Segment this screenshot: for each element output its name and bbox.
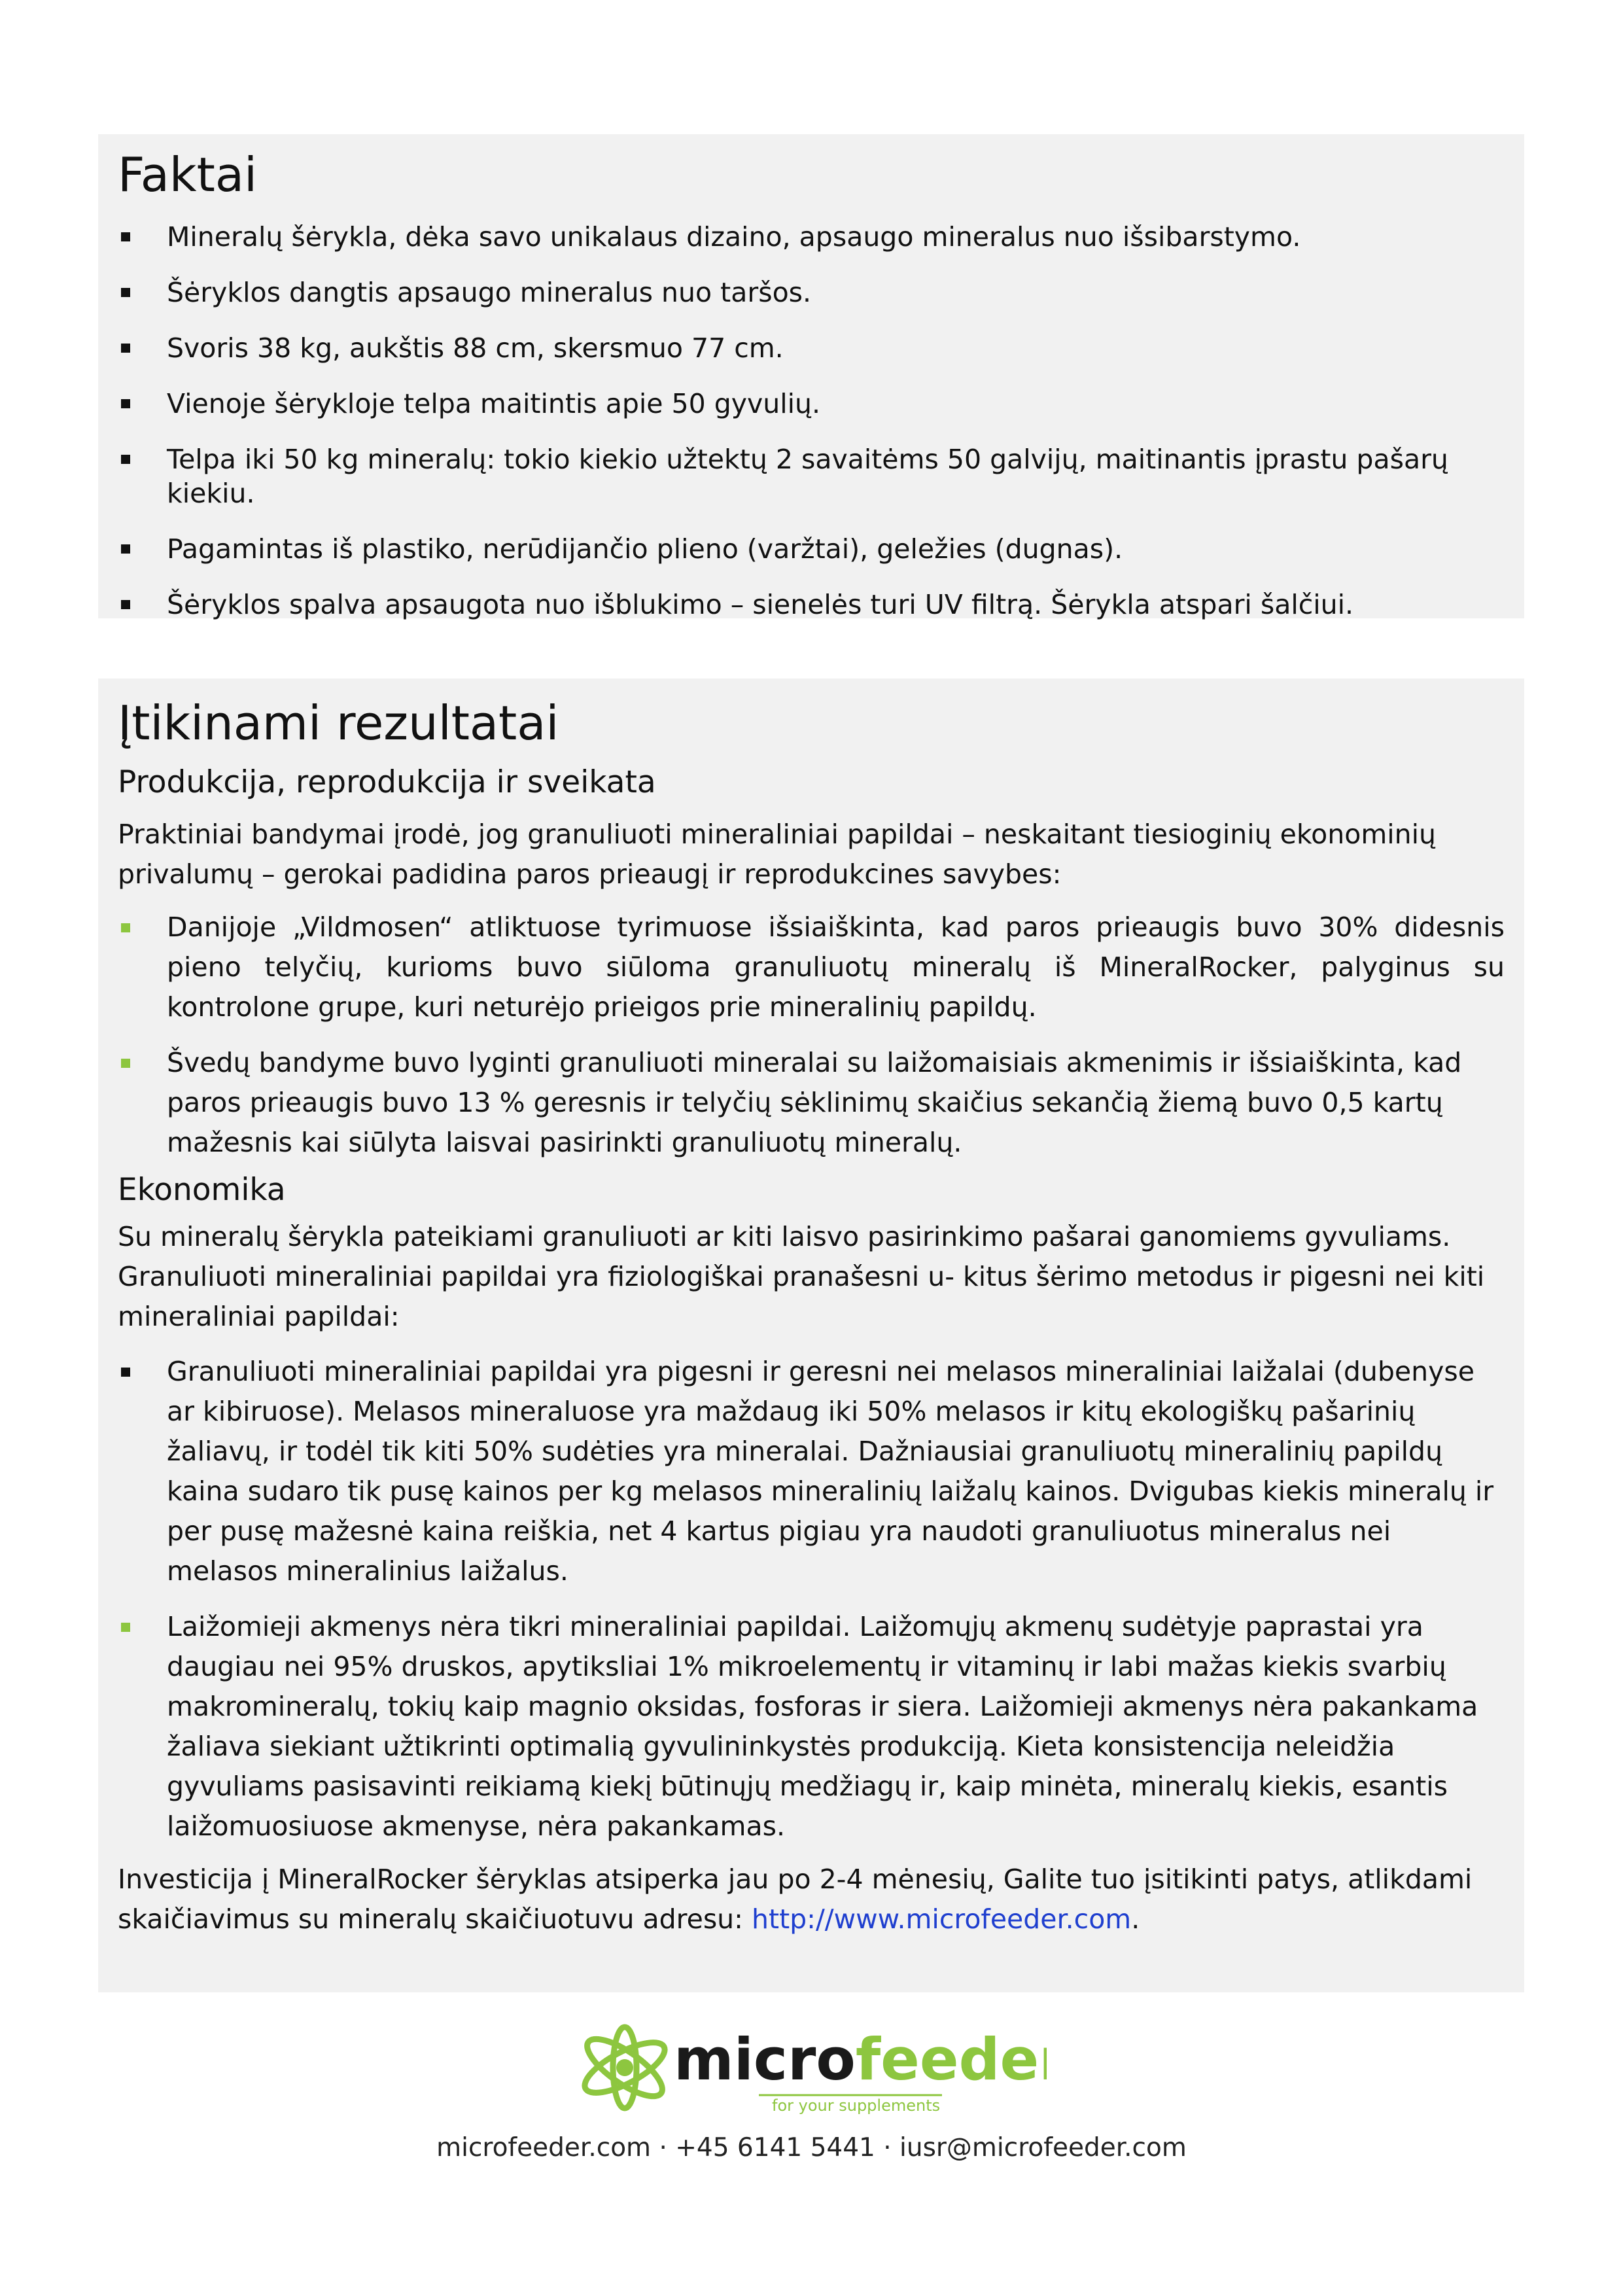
closing-end: . bbox=[1131, 1903, 1140, 1935]
facts-section bbox=[98, 134, 1524, 618]
list-item bbox=[118, 1043, 1505, 1163]
fact-text: Šėryklos dangtis apsaugo mineralus nuo taršos. bbox=[167, 277, 812, 308]
production-item-text: Danijoje „Vildmosen“ atliktuose tyrimuose išsiaiškinta, kad paros prieaugis buvo 30% didesnis pieno telyčių, kurioms buvo siūloma granuliuotų mineralų iš MineralRocker, palyginus su kontrolone grupe, kuri neturėjo prieigos prie mineralinių papildų. bbox=[167, 911, 1505, 1023]
facts-list bbox=[118, 220, 1505, 622]
list-item bbox=[118, 588, 1505, 622]
fact-text: Vienoje šėrykloje telpa maitintis apie 50 gyvulių. bbox=[167, 388, 821, 419]
list-item bbox=[118, 1352, 1505, 1591]
fact-text: Mineralų šėrykla, dėka savo unikalaus dizaino, apsaugo mineralus nuo išsibarstymo. bbox=[167, 221, 1301, 253]
closing-paragraph bbox=[118, 1860, 1505, 1939]
logo-wordmark-end: feeder bbox=[855, 2026, 1047, 2093]
list-item bbox=[118, 1607, 1505, 1846]
microfeeder-logo bbox=[576, 2015, 1047, 2120]
square-bullet-icon bbox=[121, 288, 130, 297]
green-square-bullet-icon bbox=[121, 923, 130, 932]
production-intro: Praktiniai bandymai įrodė, jog granuliuoti mineraliniai papildai – neskaitant tiesioginių ekonominių privalumų – gerokai padidina paros prieaugį ir reprodukcines savybes: bbox=[118, 819, 1437, 891]
logo-wordmark bbox=[674, 2026, 1047, 2093]
website-link[interactable]: http://www.microfeeder.com bbox=[752, 1903, 1132, 1935]
fact-text: Šėryklos spalva apsaugota nuo išblukimo – sienelės turi UV filtrą. Šėrykla atspari šalčiui. bbox=[167, 589, 1354, 620]
economy-heading: Ekonomika bbox=[118, 1172, 286, 1209]
square-bullet-icon bbox=[121, 600, 130, 609]
closing-text: Investicija į MineralRocker šėryklas atsiperka jau po 2-4 mėnesių, Galite tuo įsitikinti patys, atlikdami skaičiavimus su mineralų skaičiuotuvu adresu: bbox=[118, 1863, 1473, 1935]
list-item bbox=[118, 220, 1505, 254]
production-list bbox=[118, 908, 1505, 1163]
results-section bbox=[98, 679, 1524, 1992]
list-item bbox=[118, 532, 1505, 566]
list-item bbox=[118, 442, 1505, 510]
fact-text: Svoris 38 kg, aukštis 88 cm, skersmuo 77 cm. bbox=[167, 332, 784, 364]
green-square-bullet-icon bbox=[121, 1623, 130, 1632]
economy-item-text: Laižomieji akmenys nėra tikri mineraliniai papildai. Laižomųjų akmenų sudėtyje paprastai yra daugiau nei 95% druskos, apytiksliai 1% mikroelementų ir vitaminų ir labi mažas kiekis svarbių makromineralų, tokių kaip magnio oksidas, fosforas ir siera. Laižomieji akmenys nėra pakankama žaliava siekiant užtikrinti optimalią gyvulininkystės produkciją. Kieta konsistencija neleidžia gyvuliams pasisavinti reikiamą kiekį būtinųjų medžiagų ir, kaip minėta, mineralų kiekis, esantis laižomuosiuose akmenyse, nėra pakankamas. bbox=[167, 1610, 1478, 1842]
facts-title: Faktai bbox=[118, 147, 257, 202]
logo-tagline: for your supplements bbox=[772, 2096, 941, 2115]
production-item-text: Švedų bandyme buvo lyginti granuliuoti mineralai su laižomaisiais akmenimis ir išsiaiškinta, kad paros prieaugis buvo 13 % geresnis ir telyčių sėklinimų skaičius sekančią žiemą buvo 0,5 kartų mažesnis kai siūlyta laisvai pasirinkti granuliuotų mineralų. bbox=[167, 1047, 1462, 1159]
footer-contact: microfeeder.com · +45 6141 5441 · iusr@microfeeder.com bbox=[436, 2133, 1187, 2163]
square-bullet-icon bbox=[121, 544, 130, 554]
production-heading: Produkcija, reprodukcija ir sveikata bbox=[118, 764, 656, 800]
economy-intro: Su mineralų šėrykla pateikiami granuliuoti ar kiti laisvo pasirinkimo pašarai ganomiems gyvuliams. Granuliuoti mineraliniai papildai yra fiziologiškai pranašesni u- kitus šėrimo metodus ir pigesni nei kiti mineraliniai papildai: bbox=[118, 1220, 1485, 1332]
atom-logo-icon bbox=[576, 2015, 1047, 2120]
economy-item-text: Granuliuoti mineraliniai papildai yra pigesni ir geresni nei melasos mineraliniai laižalai (dubenyse ar kibiruose). Melasos mineraluose yra maždaug iki 50% melasos ir kitų ekologiškų pašarinių žaliavų, ir todėl tik kiti 50% sudėties yra mineralai. Dažniausiai granuliuotų mineralinių papildų kaina sudaro tik pusę kainos per kg melasos mineralinių laižalų kainos. Dvigubas kiekis mineralų ir per pusę mažesnė kaina reiškia, net 4 kartus pigiau yra naudoti granuliuotus mineralus nei melasos mineralinius laižalus. bbox=[167, 1355, 1494, 1587]
green-square-bullet-icon bbox=[121, 1059, 130, 1068]
logo-wordmark-start: micro bbox=[674, 2026, 856, 2093]
square-bullet-icon bbox=[121, 1368, 130, 1377]
list-item bbox=[118, 908, 1505, 1027]
square-bullet-icon bbox=[121, 455, 130, 464]
list-item bbox=[118, 387, 1505, 421]
results-title: Įtikinami rezultatai bbox=[118, 696, 559, 751]
list-item bbox=[118, 275, 1505, 309]
list-item bbox=[118, 331, 1505, 365]
fact-text: Pagamintas iš plastiko, nerūdijančio plieno (varžtai), geležies (dugnas). bbox=[167, 533, 1123, 565]
square-bullet-icon bbox=[121, 232, 130, 241]
square-bullet-icon bbox=[121, 399, 130, 408]
square-bullet-icon bbox=[121, 344, 130, 353]
fact-text: Telpa iki 50 kg mineralų: tokio kiekio užtektų 2 savaitėms 50 galvijų, maitinantis įprastu pašarų kiekiu. bbox=[167, 444, 1448, 509]
economy-list bbox=[118, 1352, 1505, 1846]
